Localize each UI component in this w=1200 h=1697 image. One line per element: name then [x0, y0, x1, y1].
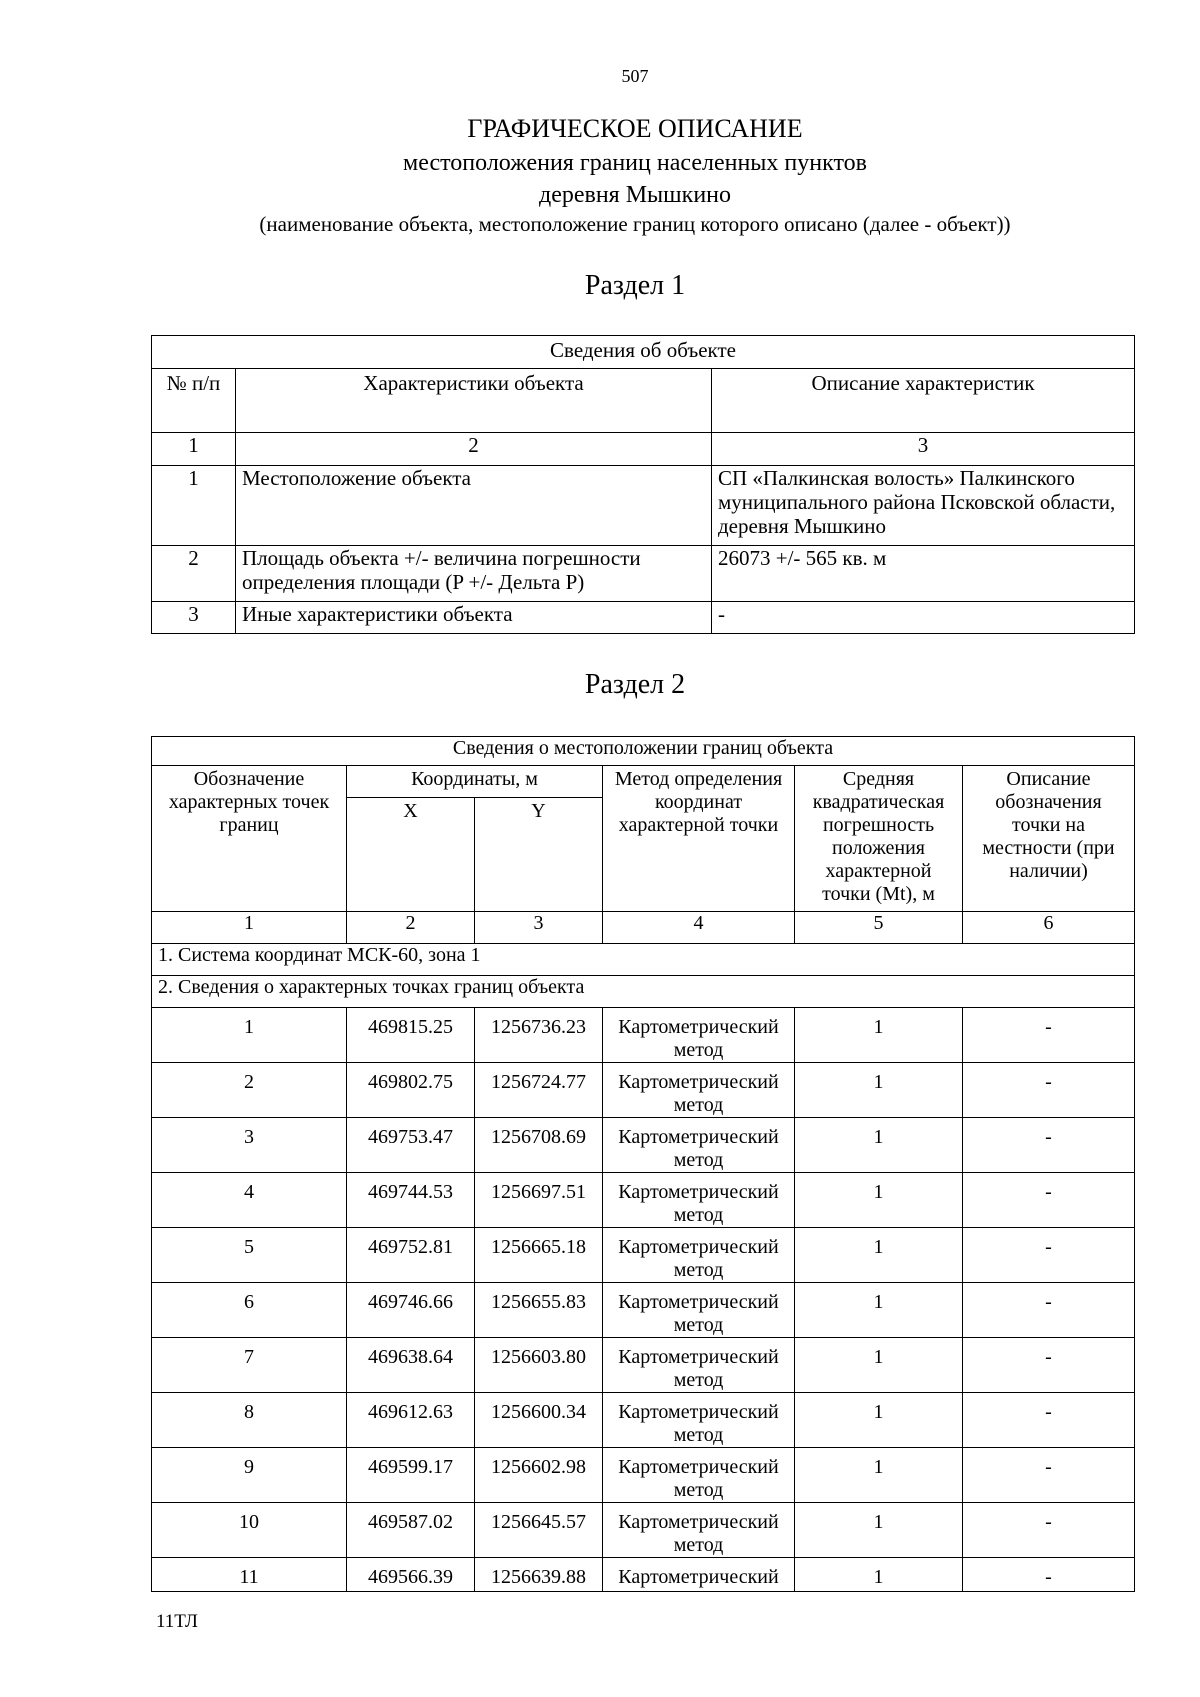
- boundary-points-table: [151, 736, 1135, 1592]
- point-number-cell: 8: [152, 1393, 347, 1448]
- point-description-cell: -: [963, 1448, 1135, 1503]
- table-row: [152, 1338, 1135, 1393]
- column-header-points: Обозначение характерных точек границ: [152, 766, 347, 912]
- x-coordinate-cell: 469612.63: [347, 1393, 475, 1448]
- error-cell: 1: [795, 1503, 963, 1558]
- table-row: [152, 1008, 1135, 1063]
- table-row: [152, 1558, 1135, 1592]
- x-coordinate-cell: 469753.47: [347, 1118, 475, 1173]
- point-description-cell: -: [963, 1393, 1135, 1448]
- y-coordinate-cell: 1256665.18: [475, 1228, 603, 1283]
- column-number: 4: [603, 912, 795, 944]
- doc-title: ГРАФИЧЕСКОЕ ОПИСАНИЕ: [467, 114, 803, 143]
- table-title: Сведения об объекте: [152, 336, 1135, 369]
- points-body: [152, 1008, 1135, 1592]
- y-coordinate-cell: 1256655.83: [475, 1283, 603, 1338]
- x-coordinate-cell: 469802.75: [347, 1063, 475, 1118]
- error-cell: 1: [795, 1338, 963, 1393]
- x-coordinate-cell: 469752.81: [347, 1228, 475, 1283]
- doc-caption: (наименование объекта, местоположение границ которого описано (далее - объект)): [259, 212, 1011, 236]
- error-cell: 1: [795, 1008, 963, 1063]
- x-coordinate-cell: 469746.66: [347, 1283, 475, 1338]
- error-cell: 1: [795, 1228, 963, 1283]
- y-coordinate-cell: 1256600.34: [475, 1393, 603, 1448]
- method-cell: Картометрический метод: [603, 1228, 795, 1283]
- point-number-cell: 4: [152, 1173, 347, 1228]
- characteristic-cell: Площадь объекта +/- величина погрешности определения площади (P +/- Дельта P): [236, 546, 712, 602]
- point-description-cell: -: [963, 1558, 1135, 1592]
- column-header-y: Y: [475, 798, 603, 912]
- y-coordinate-cell: 1256603.80: [475, 1338, 603, 1393]
- table-row: [152, 1228, 1135, 1283]
- footer-code: 11ТЛ: [156, 1611, 198, 1632]
- point-number-cell: 2: [152, 1063, 347, 1118]
- section2-title: Раздел 2: [584, 669, 686, 700]
- column-number: 1: [152, 433, 236, 466]
- y-coordinate-cell: 1256602.98: [475, 1448, 603, 1503]
- method-cell: Картометрический метод: [603, 1393, 795, 1448]
- y-coordinate-cell: 1256645.57: [475, 1503, 603, 1558]
- point-description-cell: -: [963, 1503, 1135, 1558]
- description-cell: СП «Палкинская волость» Палкинского муниципального района Псковской области, деревня Мышкино: [712, 466, 1135, 546]
- method-cell: Картометрический метод: [603, 1063, 795, 1118]
- column-header-method: Метод определения координат характерной точки: [603, 766, 795, 912]
- characteristic-cell: Иные характеристики объекта: [236, 602, 712, 634]
- method-cell: Картометрический метод: [603, 1118, 795, 1173]
- method-cell: Картометрический метод: [603, 1008, 795, 1063]
- column-number: 2: [236, 433, 712, 466]
- y-coordinate-cell: 1256736.23: [475, 1008, 603, 1063]
- method-cell: Картометрический метод: [603, 1503, 795, 1558]
- column-number: 5: [795, 912, 963, 944]
- y-coordinate-cell: 1256697.51: [475, 1173, 603, 1228]
- column-number: 2: [347, 912, 475, 944]
- column-header: № п/п: [152, 369, 236, 433]
- point-number-cell: 10: [152, 1503, 347, 1558]
- table-row: [152, 1393, 1135, 1448]
- description-cell: 26073 +/- 565 кв. м: [712, 546, 1135, 602]
- point-description-cell: -: [963, 1228, 1135, 1283]
- row-number: 1: [152, 466, 236, 546]
- column-number: 3: [712, 433, 1135, 466]
- column-header-error: Средняя квадратическая погрешность положения характерной точки (Mt), м: [795, 766, 963, 912]
- x-coordinate-cell: 469587.02: [347, 1503, 475, 1558]
- point-number-cell: 3: [152, 1118, 347, 1173]
- column-number: 3: [475, 912, 603, 944]
- point-number-cell: 7: [152, 1338, 347, 1393]
- point-number-cell: 6: [152, 1283, 347, 1338]
- y-coordinate-cell: 1256724.77: [475, 1063, 603, 1118]
- error-cell: 1: [795, 1063, 963, 1118]
- table-row: [152, 1173, 1135, 1228]
- doc-subtitle: местоположения границ населенных пунктов: [403, 150, 867, 176]
- method-cell: Картометрический метод: [603, 1283, 795, 1338]
- column-header-description: Описание обозначения точки на местности (при наличии): [963, 766, 1135, 912]
- method-cell: Картометрический метод: [603, 1448, 795, 1503]
- points-caption-row: 2. Сведения о характерных точках границ объекта: [152, 976, 1135, 1008]
- table-row: [152, 1063, 1135, 1118]
- row-number: 3: [152, 602, 236, 634]
- x-coordinate-cell: 469566.39: [347, 1558, 475, 1592]
- page-number: 507: [621, 66, 649, 86]
- error-cell: 1: [795, 1283, 963, 1338]
- point-description-cell: -: [963, 1338, 1135, 1393]
- point-description-cell: -: [963, 1008, 1135, 1063]
- y-coordinate-cell: 1256639.88: [475, 1558, 603, 1592]
- coord-system-row: 1. Система координат МСК-60, зона 1: [152, 944, 1135, 976]
- error-cell: 1: [795, 1173, 963, 1228]
- point-description-cell: -: [963, 1283, 1135, 1338]
- description-cell: -: [712, 602, 1135, 634]
- table-row: [152, 1448, 1135, 1503]
- error-cell: 1: [795, 1558, 963, 1592]
- point-number-cell: 1: [152, 1008, 347, 1063]
- point-number-cell: 11: [152, 1558, 347, 1592]
- row-number: 2: [152, 546, 236, 602]
- point-number-cell: 5: [152, 1228, 347, 1283]
- column-number: 6: [963, 912, 1135, 944]
- column-number: 1: [152, 912, 347, 944]
- y-coordinate-cell: 1256708.69: [475, 1118, 603, 1173]
- characteristic-cell: Местоположение объекта: [236, 466, 712, 546]
- x-coordinate-cell: 469744.53: [347, 1173, 475, 1228]
- table-row: [152, 1118, 1135, 1173]
- table-row: [152, 1503, 1135, 1558]
- section1-title: Раздел 1: [584, 270, 686, 301]
- column-header: Характеристики объекта: [236, 369, 712, 433]
- error-cell: 1: [795, 1448, 963, 1503]
- table-row: [152, 546, 1135, 602]
- error-cell: 1: [795, 1393, 963, 1448]
- table-row: [152, 602, 1135, 634]
- point-description-cell: -: [963, 1063, 1135, 1118]
- table-row: [152, 1283, 1135, 1338]
- column-header-x: X: [347, 798, 475, 912]
- table-row: [152, 466, 1135, 546]
- error-cell: 1: [795, 1118, 963, 1173]
- object-info-table: [151, 335, 1135, 634]
- column-header-coords: Координаты, м: [347, 766, 603, 798]
- column-header: Описание характеристик: [712, 369, 1135, 433]
- point-description-cell: -: [963, 1118, 1135, 1173]
- x-coordinate-cell: 469638.64: [347, 1338, 475, 1393]
- point-description-cell: -: [963, 1173, 1135, 1228]
- method-cell: Картометрический: [603, 1558, 795, 1592]
- point-number-cell: 9: [152, 1448, 347, 1503]
- method-cell: Картометрический метод: [603, 1338, 795, 1393]
- doc-object-name: деревня Мышкино: [538, 182, 732, 208]
- method-cell: Картометрический метод: [603, 1173, 795, 1228]
- table-title: Сведения о местоположении границ объекта: [152, 737, 1135, 766]
- x-coordinate-cell: 469599.17: [347, 1448, 475, 1503]
- x-coordinate-cell: 469815.25: [347, 1008, 475, 1063]
